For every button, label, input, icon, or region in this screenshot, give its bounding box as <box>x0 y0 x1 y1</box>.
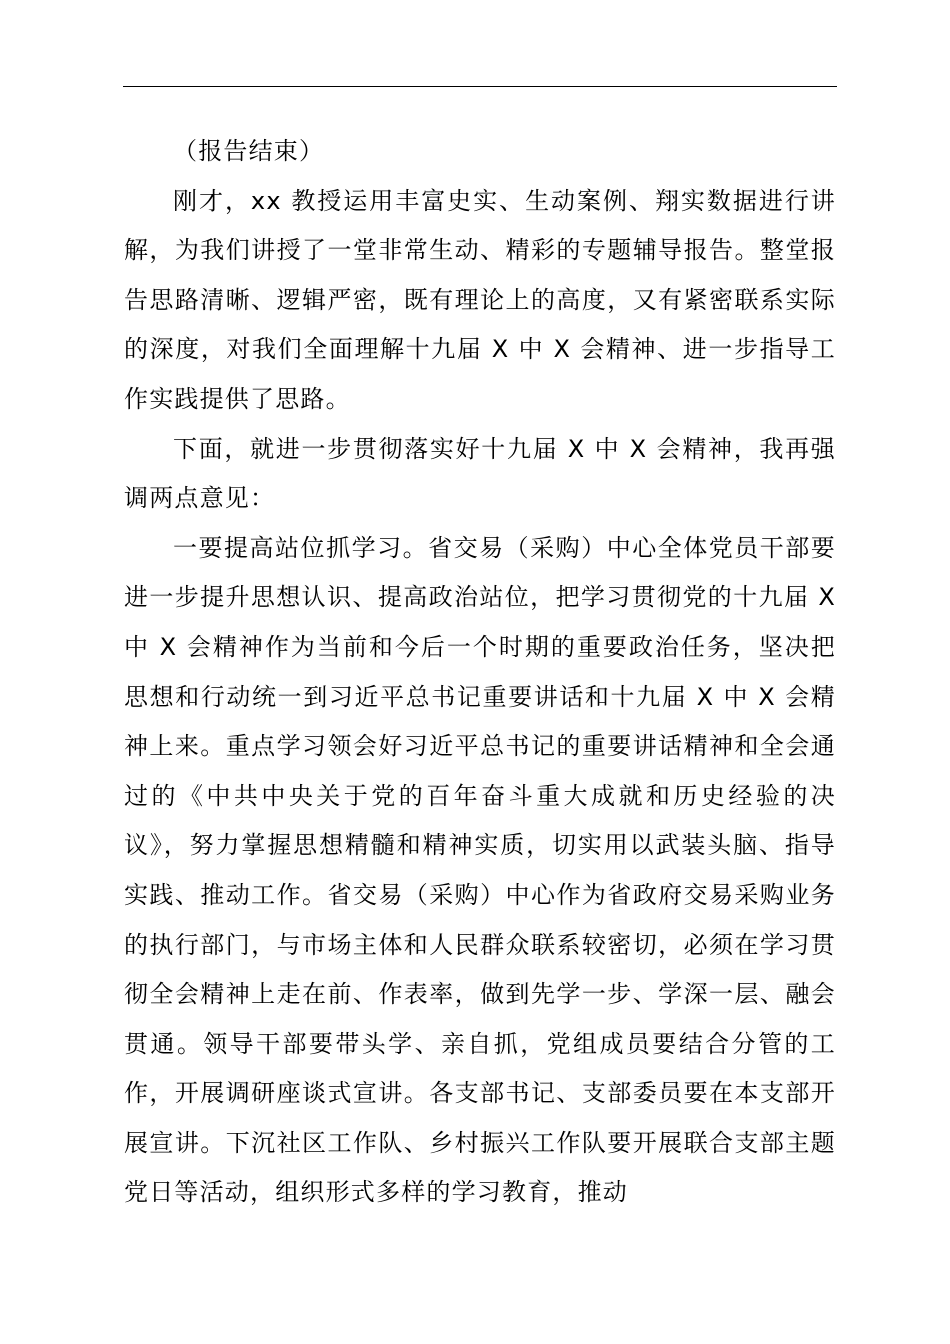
header-rule <box>123 86 837 87</box>
paragraph-point-one: 一要提高站位抓学习。省交易（采购）中心全体党员干部要进一步提升思想认识、提高政治站位，把学习贯彻党的十九届 X 中 X 会精神作为当前和今后一个时期的重要政治任务，坚决把思想和行动统一到习近平总书记重要讲话和十九届 X 中 X 会精神上来。重点学习领会好习近平总书记的重要讲话精神和全会通过的《中共中央关于党的百年奋斗重大成就和历史经验的决议》，努力掌握思想精髓和精神实质，切实用以武装头脑、指导实践、推动工作。省交易（采购）中心作为省政府交易采购业务的执行部门，与市场主体和人民群众联系较密切，必须在学习贯彻全会精神上走在前、作表率，做到先学一步、学深一层、融会贯通。领导干部要带头学、亲自抓，党组成员要结合分管的工作，开展调研座谈式宣讲。各支部书记、支部委员要在本支部开展宣讲。下沉社区工作队、乡村振兴工作队要开展联合支部主题党日等活动，组织形式多样的学习教育，推动 <box>124 533 845 1207</box>
paragraph-two-points-intro: 下面，就进一步贯彻落实好十九届 X 中 X 会精神，我再强调两点意见： <box>124 434 836 513</box>
document-body <box>124 127 845 1218</box>
paragraph-professor-summary: 刚才，xx 教授运用丰富史实、生动案例、翔实数据进行讲解，为我们讲授了一堂非常生动、精彩的专题辅导报告。整堂报告思路清晰、逻辑严密，既有理论上的高度，又有紧密联系实际的深度，对我们全面理解十九届 X 中 X 会精神、进一步指导工作实践提供了思路。 <box>124 186 836 413</box>
paragraph-report-end: （报告结束） <box>173 137 325 165</box>
